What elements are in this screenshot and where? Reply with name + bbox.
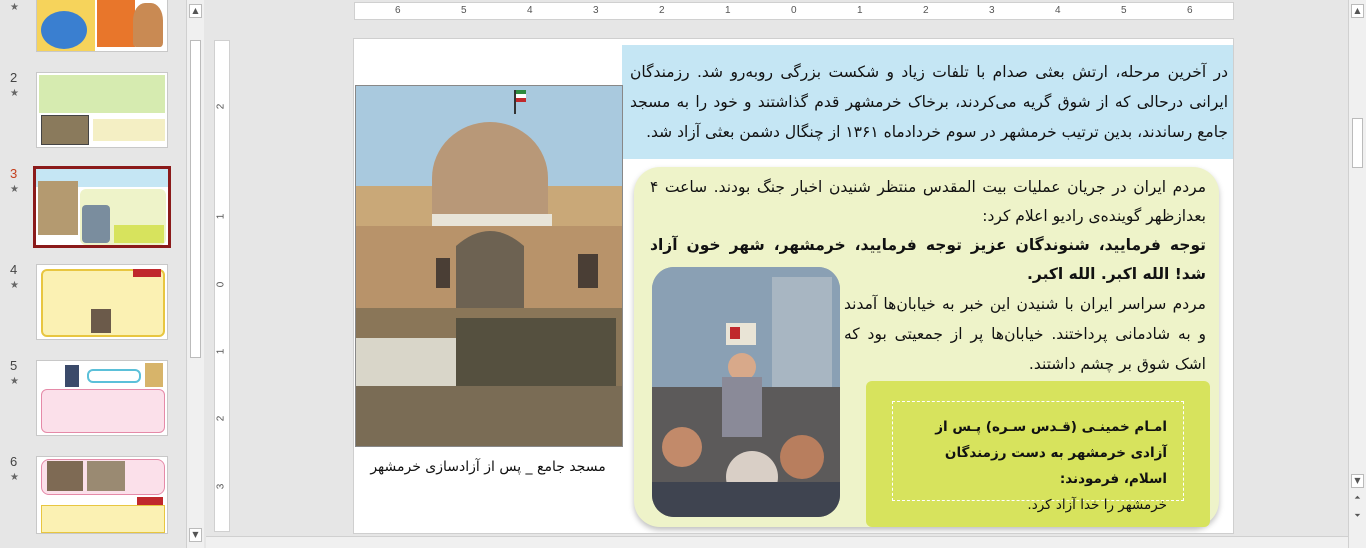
slide-thumbnail-6[interactable] xyxy=(36,456,168,534)
crowd-photo-illustration xyxy=(652,267,840,517)
crowd-photo[interactable] xyxy=(652,267,840,517)
hruler-label: 1 xyxy=(857,5,863,16)
quote-text: خرمشهر را خدا آزاد کرد. xyxy=(1027,497,1167,513)
main-scroll-thumb[interactable] xyxy=(1352,118,1363,168)
horizontal-scrollbar[interactable] xyxy=(206,536,1348,548)
intro-paragraph[interactable]: در آخرین مرحله، ارتش بعثی صدام با تلفات زیاد و شکست بزرگی روبه‌رو شد. رزمندگان ایرانی درحالی که از شوق گریه می‌کردند، برخاک خرمشهر قدم گذاشتند و خود را به مسجد جامع رساندند، بدین ترتیب خرمشهر در سوم خردادماه ۱۳۶۱ از چنگال دشمن بعثی آزاد شد. xyxy=(630,63,1228,141)
slide-3-number: 3 xyxy=(10,166,18,181)
hruler-label: 5 xyxy=(461,5,467,16)
radio-announcement-bold: توجه فرمایید، شنوندگان عزیز توجه فرمایید، خرمشهر، شهر خون آزاد شد! الله اکبر. الله اکبر. xyxy=(650,236,1206,283)
slide-3-star: ★ xyxy=(10,184,19,195)
hruler-label: 2 xyxy=(659,5,665,16)
hruler-label: 3 xyxy=(593,5,599,16)
previous-slide-icon[interactable]: ⏶ xyxy=(1354,493,1361,502)
hruler-label: 0 xyxy=(791,5,797,16)
vruler-label: 2 xyxy=(215,415,227,422)
slide-4-number: 4 xyxy=(10,262,18,277)
scroll-up-arrow-icon[interactable]: ▲ xyxy=(1351,4,1364,18)
slide-6-number: 6 xyxy=(10,454,18,469)
vruler-label: 1 xyxy=(215,213,227,220)
vruler-label: 1 xyxy=(215,348,227,355)
vertical-ruler xyxy=(214,40,230,532)
scroll-up-arrow-icon[interactable]: ▲ xyxy=(189,4,202,18)
slide-thumbnail-2[interactable] xyxy=(36,72,168,148)
hruler-label: 3 xyxy=(989,5,995,16)
slide-thumbnail-pane xyxy=(0,0,186,548)
horizontal-ruler xyxy=(354,2,1234,20)
vruler-label: 3 xyxy=(215,483,227,490)
quote-attribution: امـام خمینـی (قـدس سـره) پـس از آزادی خرمشهر به دست رزمندگان اسلام، فرمودند: xyxy=(935,419,1167,487)
hruler-label: 4 xyxy=(1055,5,1061,16)
celebration-paragraph[interactable]: مردم سراسر ایران با شنیدن این خبر به خیابان‌ها آمدند و به شادمانی پرداختند. خیابان‌ها پر از جمعیتی بود که اشک شوق بر چشم داشتند. xyxy=(844,295,1206,373)
mosque-photo[interactable] xyxy=(355,85,623,447)
scroll-down-arrow-icon[interactable]: ▼ xyxy=(1351,474,1364,488)
hruler-label: 4 xyxy=(527,5,533,16)
hruler-label: 2 xyxy=(923,5,929,16)
slide-4-star: ★ xyxy=(10,280,19,291)
thumbnail-scrollbar[interactable] xyxy=(186,0,204,548)
slide-5-number: 5 xyxy=(10,358,18,373)
slide-thumbnail-4[interactable] xyxy=(36,264,168,340)
vruler-label: 2 xyxy=(215,103,227,110)
slide-2-number: 2 xyxy=(10,70,18,85)
imam-quote[interactable] xyxy=(892,401,1184,513)
hruler-label: 6 xyxy=(1187,5,1193,16)
hruler-label: 1 xyxy=(725,5,731,16)
slide-thumbnail-5[interactable] xyxy=(36,360,168,436)
slide-5-star: ★ xyxy=(10,376,19,387)
slide-1-star: ★ xyxy=(10,2,19,13)
slide-2-star: ★ xyxy=(10,88,19,99)
radio-intro-text: مردم ایران در جریان عملیات بیت المقدس منتظر شنیدن اخبار جنگ بودند. ساعت ۴ بعدازظهر گوینده‌ی رادیو اعلام کرد: xyxy=(650,178,1206,225)
scroll-down-arrow-icon[interactable]: ▼ xyxy=(189,528,202,542)
slide-6-star: ★ xyxy=(10,472,19,483)
slide-thumbnail-1[interactable] xyxy=(36,0,168,52)
vruler-label: 0 xyxy=(215,281,227,288)
mosque-photo-illustration xyxy=(356,86,623,447)
hruler-label: 5 xyxy=(1121,5,1127,16)
main-scrollbar[interactable] xyxy=(1348,0,1366,548)
hruler-label: 6 xyxy=(395,5,401,16)
thumbnail-scroll-thumb[interactable] xyxy=(190,40,201,358)
slide-thumbnail-3[interactable] xyxy=(33,166,171,248)
photo-caption[interactable]: مسجد جامع _ پس از آزادسازی خرمشهر xyxy=(370,459,606,475)
slide-canvas[interactable] xyxy=(353,38,1234,534)
next-slide-icon[interactable]: ⏷ xyxy=(1354,511,1361,520)
